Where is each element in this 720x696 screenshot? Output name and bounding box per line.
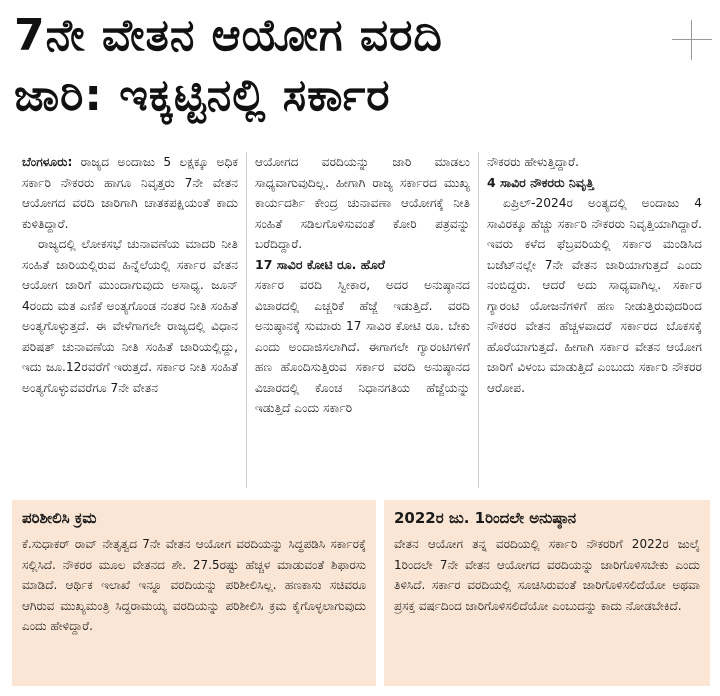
article-paragraph xyxy=(22,152,238,234)
paragraph-text: ರಾಜ್ಯದ ಅಂದಾಜು 5 ಲಕ್ಷಕ್ಕೂ ಅಧಿಕ ಸರ್ಕಾರಿ ನೌಕರರು ಹಾಗೂ ನಿವೃತ್ತರು 7ನೇ ವೇತನ ಆಯೋಗದ ವರದಿ ಜಾರಿಗಾಗಿ ಚಾತಕಪಕ್ಷಿಯಂತೆ ಕಾದು ಕುಳಿತಿದ್ದಾರೆ. xyxy=(22,155,238,231)
article-paragraph: ರಾಜ್ಯದಲ್ಲಿ ಲೋಕಸಭೆ ಚುನಾವಣೆಯ ಮಾದರಿ ನೀತಿ ಸಂಹಿತೆ ಜಾರಿಯಲ್ಲಿರುವ ಹಿನ್ನೆಲೆಯಲ್ಲಿ ಸರ್ಕಾರ ವೇತನ ಆಯೋಗ ಜಾರಿಗೆ ಮುಂದಾಗುವುದು ಅಸಾಧ್ಯ. ಜೂನ್ 4ರಂದು ಮತ ಎಣಿಕೆ ಅಂತ್ಯಗೊಂಡ ನಂತರ ನೀತಿ ಸಂಹಿತೆ ಅಂತ್ಯಗೊಳ್ಳುತ್ತದೆ. ಈ ವೇಳೆಗಾಗಲೇ ರಾಜ್ಯದಲ್ಲಿ ವಿಧಾನ ಪರಿಷತ್ ಚುನಾವಣೆಯ ನೀತಿ ಸಂಹಿತೆ ಜಾರಿಯಲ್ಲಿದ್ದು, ಇದು ಜೂ.12ರವರೆಗೆ ಇರುತ್ತದೆ. ಸರ್ಕಾರ ನೀತಿ ಸಂಹಿತೆ ಅಂತ್ಯಗೊಳ್ಳುವವರೆಗೂ 7ನೇ ವೇತನ xyxy=(22,237,238,395)
article-column-3 xyxy=(478,152,710,488)
article-columns xyxy=(14,152,714,488)
box-title: 2022ರ ಜು. 1ರಿಂದಲೇ ಅನುಷ್ಠಾನ xyxy=(394,509,577,527)
article-paragraph: ಸರ್ಕಾರ ವರದಿ ಸ್ವೀಕಾರ, ಅದರ ಅನುಷ್ಠಾನದ ವಿಚಾರದಲ್ಲಿ ಎಚ್ಚರಿಕೆ ಹೆಜ್ಜೆ ಇಡುತ್ತಿದೆ. ವರದಿ ಅನುಷ್ಠಾನಕ್ಕೆ ಸುಮಾರು 17 ಸಾವಿರ ಕೋಟಿ ರೂ. ಬೇಕು ಎಂದು ಅಂದಾಜಿಸಲಾಗಿದೆ. ಈಗಾಗಲೇ ಗ್ಯಾರಂಟಿಗಳಿಗೆ ಹಣ ಹೊಂದಿಸುತ್ತಿರುವ ಸರ್ಕಾರ ವರದಿ ಅನುಷ್ಠಾನದ ವಿಚಾರದಲ್ಲಿ ಕೊಂಚ ನಿಧಾನಗತಿಯ ಹೆಜ್ಜೆಯನ್ನು ಇಡುತ್ತಿದೆ ಎಂದು ಸರ್ಕಾರಿ xyxy=(255,278,470,415)
sidebar-box-review xyxy=(12,500,376,686)
section-subhead: 4 ಸಾವಿರ ನೌಕರರು ನಿವೃತ್ತಿ xyxy=(487,174,594,190)
dateline: ಬೆಂಗಳೂರು: xyxy=(22,155,73,169)
headline-line-1: 7ನೇ ವೇತನ ಆಯೋಗ ವರದಿ xyxy=(14,10,443,61)
box-title: ಪರಿಶೀಲಿಸಿ ಕ್ರಮ xyxy=(22,509,97,527)
headline xyxy=(14,6,674,126)
box-body: ಕೆ.ಸುಧಾಕರ್ ರಾವ್ ನೇತೃತ್ವದ 7ನೇ ವೇತನ ಆಯೋಗ ವರದಿಯನ್ನು ಸಿದ್ಧಪಡಿಸಿ ಸರ್ಕಾರಕ್ಕೆ ಸಲ್ಲಿಸಿದೆ. ನೌಕರರ ಮೂಲ ವೇತನದ ಶೇ. 27.5ರಷ್ಟು ಹೆಚ್ಚಳ ಮಾಡುವಂತೆ ಶಿಫಾರಸು ಮಾಡಿದೆ. ಆರ್ಥಿಕ ಇಲಾಖೆ ಇನ್ನೂ ವರದಿಯನ್ನು ಪರಿಶೀಲಿಸಿಲ್ಲ. ಹಣಕಾಸು ಸಚಿವರೂ ಆಗಿರುವ ಮುಖ್ಯಮಂತ್ರಿ ಸಿದ್ದರಾಮಯ್ಯ ವರದಿಯನ್ನು ಪರಿಶೀಲಿಸಿ ಕ್ರಮ ಕೈಗೊಳ್ಳಲಾಗುವುದು ಎಂದು ಹೇಳಿದ್ದಾರೆ. xyxy=(22,537,366,633)
registration-mark-icon xyxy=(672,20,712,60)
section-subhead: 17 ಸಾವಿರ ಕೋಟಿ ರೂ. ಹೊರೆ xyxy=(255,256,385,272)
headline-line-2: ಜಾರಿ: ಇಕ್ಕಟ್ಟಿನಲ್ಲಿ ಸರ್ಕಾರ xyxy=(14,70,391,121)
sidebar-box-implementation xyxy=(384,500,710,686)
article-paragraph: ಏಪ್ರಿಲ್-2024ರ ಅಂತ್ಯದಲ್ಲಿ ಅಂದಾಜು 4 ಸಾವಿರಕ್ಕೂ ಹೆಚ್ಚು ಸರ್ಕಾರಿ ನೌಕರರು ನಿವೃತ್ತಿಯಾಗಿದ್ದಾರೆ. ಇವರು ಕಳೆದ ಫೆಬ್ರವರಿಯಲ್ಲಿ ಸರ್ಕಾರ ಮಂಡಿಸಿದ ಬಜೆಟ್‌ನಲ್ಲೇ 7ನೇ ವೇತನ ಜಾರಿಯಾಗುತ್ತದೆ ಎಂದು ನಂಬಿದ್ದರು. ಆದರೆ ಅದು ಸಾಧ್ಯವಾಗಿಲ್ಲ. ಸರ್ಕಾರ ಗ್ಯಾರಂಟಿ ಯೋಜನೆಗಳಿಗೆ ಹಣ ನೀಡುತ್ತಿರುವುದರಿಂದ ನೌಕರರ ವೇತನ ಹೆಚ್ಚಳವಾದರೆ ಸರ್ಕಾರದ ಬೊಕಸಕ್ಕೆ ಹೊರೆಯಾಗುತ್ತದೆ. ಹೀಗಾಗಿ ಸರ್ಕಾರ ವೇತನ ಆಯೋಗ ಜಾರಿಗೆ ವಿಳಂಬ ಮಾಡುತ್ತಿದೆ ಎಂಬುದು ಸರ್ಕಾರಿ ನೌಕರರ ಆರೋಪ. xyxy=(487,196,702,395)
box-body: ವೇತನ ಆಯೋಗ ತನ್ನ ವರದಿಯಲ್ಲಿ ಸರ್ಕಾರಿ ನೌಕರರಿಗೆ 2022ರ ಜುಲೈ 1ರಿಂದಲೇ 7ನೇ ವೇತನ ಆಯೋಗದ ವರದಿಯನ್ನು ಜಾರಿಗೊಳಿಸಬೇಕು ಎಂದು ತಿಳಿಸಿದೆ. ಸರ್ಕಾರ ವರದಿಯಲ್ಲಿ ಸೂಚಿಸಿರುವಂತೆ ಜಾರಿಗೊಳಿಸಲಿದೆಯೋ ಅಥವಾ ಪ್ರಸಕ್ತ ವರ್ಷದಿಂದ ಜಾರಿಗೊಳಿಸಲಿದೆಯೋ ಎಂಬುದನ್ನು ಕಾದು ನೋಡಬೇಕಿದೆ. xyxy=(394,537,700,613)
article-column-1 xyxy=(14,152,246,488)
article-column-2 xyxy=(246,152,478,488)
article-paragraph: ಆಯೋಗದ ವರದಿಯನ್ನು ಜಾರಿ ಮಾಡಲು ಸಾಧ್ಯವಾಗುವುದಿಲ್ಲ. ಹೀಗಾಗಿ ರಾಜ್ಯ ಸರ್ಕಾರದ ಮುಖ್ಯ ಕಾರ್ಯದರ್ಶಿ ಕೇಂದ್ರ ಚುನಾವಣಾ ಆಯೋಗಕ್ಕೆ ನೀತಿ ಸಂಹಿತೆ ಸಡಿಲಗೊಳಿಸುವಂತೆ ಕೋರಿ ಪತ್ರವನ್ನು ಬರೆದಿದ್ದಾರೆ. xyxy=(255,155,470,251)
article-paragraph: ನೌಕರರು ಹೇಳುತ್ತಿದ್ದಾರೆ. xyxy=(487,155,579,169)
